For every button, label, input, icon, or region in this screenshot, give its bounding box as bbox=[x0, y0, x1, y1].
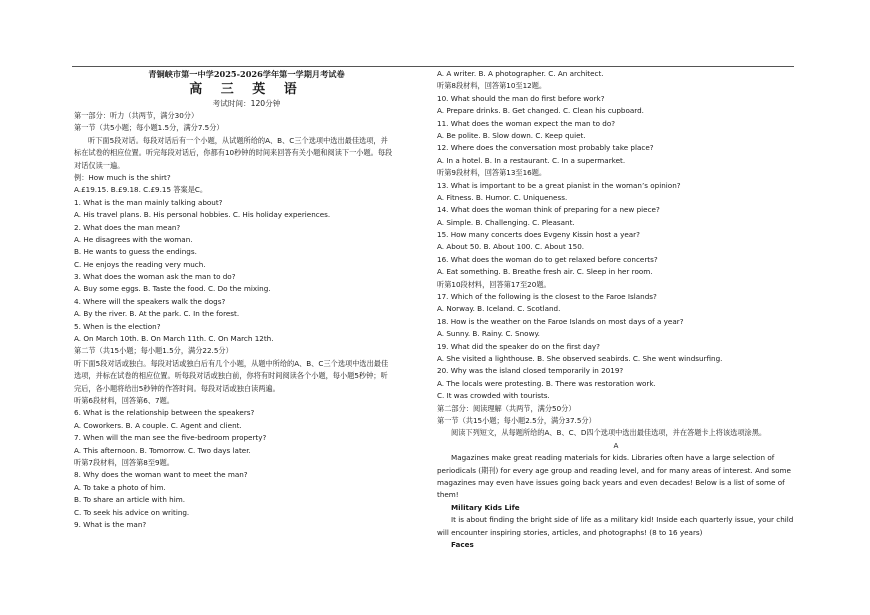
question-20: 20. Why was the island closed temporarily in 2019? bbox=[437, 366, 624, 376]
material-8-note: 听第8段材料，回答第10至12题。 bbox=[437, 81, 547, 91]
section2-instructions: 完后，各小题将给出5秒钟的作答时间。每段对话或独白读两遍。 bbox=[74, 383, 280, 393]
question-3-options: A. Buy some eggs. B. Taste the food. C. Do the mixing. bbox=[74, 284, 271, 294]
question-12: 12. Where does the conversation most probably take place? bbox=[437, 143, 654, 153]
question-18-options: A. Sunny. B. Rainy. C. Snowy. bbox=[437, 329, 540, 339]
question-4: 4. Where will the speakers walk the dogs? bbox=[74, 296, 226, 306]
section1-instructions: 对话仅读一遍。 bbox=[74, 160, 125, 170]
question-5-options: A. On March 10th. B. On March 11th. C. On March 12th. bbox=[74, 334, 274, 344]
question-8-option-a: A. To take a photo of him. bbox=[74, 482, 166, 492]
question-1-options: A. His travel plans. B. His personal hobbies. C. His holiday experiences. bbox=[74, 210, 331, 220]
material-10-note: 听第10段材料，回答第17至20题。 bbox=[437, 279, 551, 289]
section1-heading: 第一节（共5小题；每小题1.5分，满分7.5分） bbox=[74, 123, 224, 133]
question-15: 15. How many concerts does Evgeny Kissin host a year? bbox=[437, 230, 640, 240]
faces-title: Faces bbox=[451, 539, 474, 549]
section1-instructions: 标在试卷的相应位置。听完每段对话后，你都有10秒钟的时间来回答有关小题和阅读下一小题。每段 bbox=[74, 148, 393, 158]
reading-instructions: 阅读下列短文，从每题所给的A、B、C、D四个选项中选出最佳选项，并在答题卡上将该选项涂黑。 bbox=[451, 428, 767, 438]
passage-label: A bbox=[613, 440, 619, 450]
exam-time: 考试时间：120分钟 bbox=[212, 99, 281, 108]
question-3: 3. What does the woman ask the man to do? bbox=[74, 272, 236, 282]
question-10: 10. What should the man do first before work? bbox=[437, 93, 605, 103]
left-column bbox=[74, 68, 419, 531]
part1-heading: 第一部分：听力（共两节，满分30分） bbox=[74, 111, 199, 120]
exam-title: 青铜峡市第一中学2025-2026学年第一学期月考试卷 bbox=[148, 69, 345, 79]
question-16: 16. What does the woman do to get relaxed before concerts? bbox=[437, 254, 658, 264]
question-10-options: A. Prepare drinks. B. Get changed. C. Clean his cupboard. bbox=[437, 106, 644, 116]
question-5: 5. When is the election? bbox=[74, 321, 161, 331]
question-20-option-c: C. It was crowded with tourists. bbox=[437, 391, 550, 401]
right-column bbox=[437, 68, 795, 551]
question-1: 1. What is the man mainly talking about? bbox=[74, 197, 223, 207]
question-20-options: A. The locals were protesting. B. There was restoration work. bbox=[437, 378, 656, 388]
passage-a-intro: Magazines make great reading materials for kids. Libraries often have a large selection of periodicals (期刊) for every age group and reading level, and for many areas of interest. And some magazines may even have issues going back years and even decades! Below is a list of some of them! bbox=[437, 453, 791, 500]
question-2-option-b: B. He wants to guess the endings. bbox=[74, 247, 197, 257]
question-19: 19. What did the speaker do on the first day? bbox=[437, 341, 600, 351]
material-7-note: 听第7段材料，回答第8至9题。 bbox=[74, 457, 174, 467]
question-9-options: A. A writer. B. A photographer. C. An architect. bbox=[437, 69, 604, 78]
question-14: 14. What does the woman think of preparing for a new piece? bbox=[437, 205, 660, 215]
question-6-options: A. Coworkers. B. A couple. C. Agent and client. bbox=[74, 420, 242, 430]
question-9: 9. What is the man? bbox=[74, 519, 147, 529]
section2-heading: 第二节（共15小题；每小题1.5分，满分22.5分） bbox=[74, 346, 233, 356]
military-kids-life-text: It is about finding the bright side of life as a military kid! Inside each quarterly issue, your child will encounter inspiring stories, articles, and photographs! (8 to 16 years) bbox=[437, 515, 794, 537]
part2-heading: 第二部分：阅读理解（共两节，满分50分） bbox=[437, 403, 576, 413]
question-2-option-c: C. He enjoys the reading very much. bbox=[74, 259, 206, 269]
question-15-options: A. About 50. B. About 100. C. About 150. bbox=[437, 242, 585, 252]
section1-instructions: 听下面5段对话。每段对话后有一个小题，从试题所给的A、B、C三个选项中选出最佳选项，并 bbox=[88, 135, 388, 145]
question-13: 13. What is important to be a great pianist in the woman’s opinion? bbox=[437, 180, 681, 190]
question-12-options: A. In a hotel. B. In a restaurant. C. In a supermarket. bbox=[437, 155, 626, 165]
question-8-option-c: C. To seek his advice on writing. bbox=[74, 507, 190, 517]
section2-instructions: 听下面5段对话或独白。每段对话或独白后有几个小题，从题中所给的A、B、C三个选项中选出最佳 bbox=[74, 358, 389, 368]
question-16-options: A. Eat something. B. Breathe fresh air. C. Sleep in her room. bbox=[437, 267, 653, 277]
subject-title: 高 三 英 语 bbox=[189, 82, 304, 97]
question-2: 2. What does the man mean? bbox=[74, 222, 181, 232]
military-kids-life-title: Military Kids Life bbox=[451, 502, 520, 512]
material-9-note: 听第9段材料，回答第13至16题。 bbox=[437, 168, 547, 178]
example-options: A.£19.15. B.£9.18. C.£9.15 答案是C。 bbox=[74, 185, 208, 195]
question-11: 11. What does the woman expect the man to do? bbox=[437, 118, 616, 128]
question-17: 17. Which of the following is the closest to the Faroe Islands? bbox=[437, 292, 657, 302]
header-rule bbox=[72, 66, 794, 67]
question-11-options: A. Be polite. B. Slow down. C. Keep quiet. bbox=[437, 130, 586, 140]
material-6-note: 听第6段材料，回答第6、7题。 bbox=[74, 395, 174, 405]
example-question: 例：How much is the shirt? bbox=[74, 172, 171, 182]
question-14-options: A. Simple. B. Challenging. C. Pleasant. bbox=[437, 217, 575, 227]
question-6: 6. What is the relationship between the speakers? bbox=[74, 408, 255, 418]
section2-instructions: 选项，并标在试卷的相应位置。听每段对话或独白前，你将有时间阅读各个小题，每小题5秒钟；听 bbox=[74, 371, 388, 381]
question-7: 7. When will the man see the five-bedroom property? bbox=[74, 433, 267, 443]
question-8-option-b: B. To share an article with him. bbox=[74, 495, 186, 505]
question-18: 18. How is the weather on the Faroe Islands on most days of a year? bbox=[437, 316, 684, 326]
question-13-options: A. Fitness. B. Humor. C. Uniqueness. bbox=[437, 192, 568, 202]
part2-section1-heading: 第一节（共15小题；每小题2.5分，满分37.5分） bbox=[437, 415, 596, 425]
question-8: 8. Why does the woman want to meet the man? bbox=[74, 470, 248, 480]
question-7-options: A. This afternoon. B. Tomorrow. C. Two days later. bbox=[74, 445, 251, 455]
question-17-options: A. Norway. B. Iceland. C. Scotland. bbox=[437, 304, 561, 314]
question-4-options: A. By the river. B. At the park. C. In the forest. bbox=[74, 309, 240, 319]
question-2-option-a: A. He disagrees with the woman. bbox=[74, 234, 193, 244]
question-19-options: A. She visited a lighthouse. B. She observed seabirds. C. She went windsurfing. bbox=[437, 353, 723, 363]
